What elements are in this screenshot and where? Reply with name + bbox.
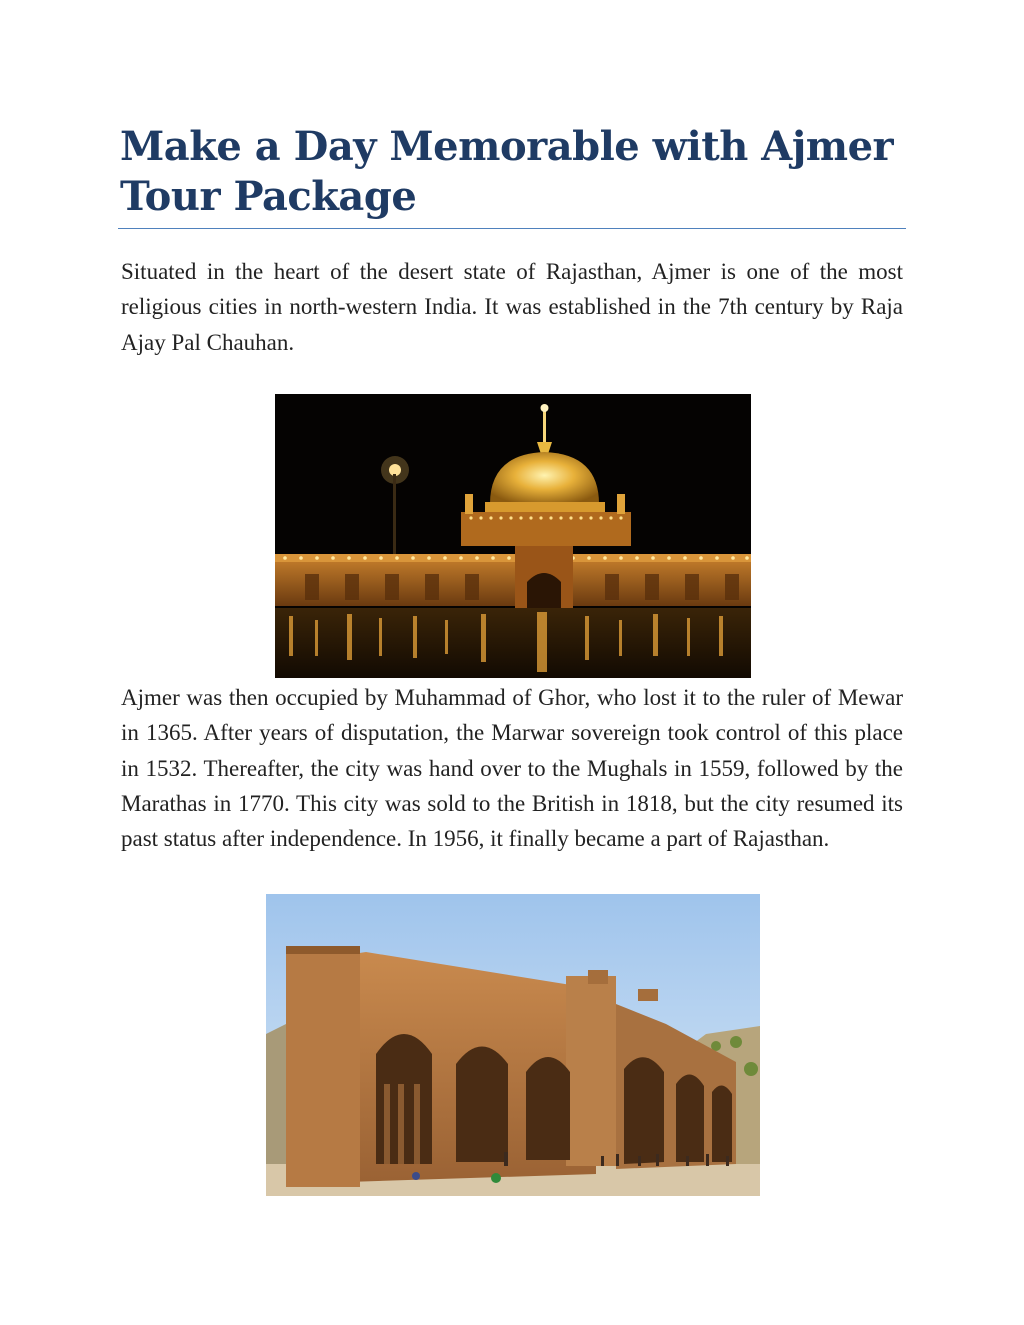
history-paragraph: Ajmer was then occupied by Muhammad of Ghor, who lost it to the ruler of Mewar in 1365. After years of disputation, the Marwar sovereign took control of this place in 1532. Thereafter, the city was hand over to the Mughals in 1559, followed by the Marathas in 1770. This city was sold to the British in 1818, but the city resumed its past status after independence. In 1956, it finally became a part of Rajasthan. <box>121 685 903 852</box>
intro-paragraph: Situated in the heart of the desert state of Rajasthan, Ajmer is one of the most religious cities in north-western India. It was established in the 7th century by Raja Ajay Pal Chauhan. <box>121 259 903 355</box>
title-underline <box>118 228 906 229</box>
adhai-din-ka-jhonpra-photo <box>266 894 760 1196</box>
dargah-night-photo <box>275 394 751 678</box>
page-title: Make a Day Memorable with Ajmer Tour Package <box>120 123 894 220</box>
